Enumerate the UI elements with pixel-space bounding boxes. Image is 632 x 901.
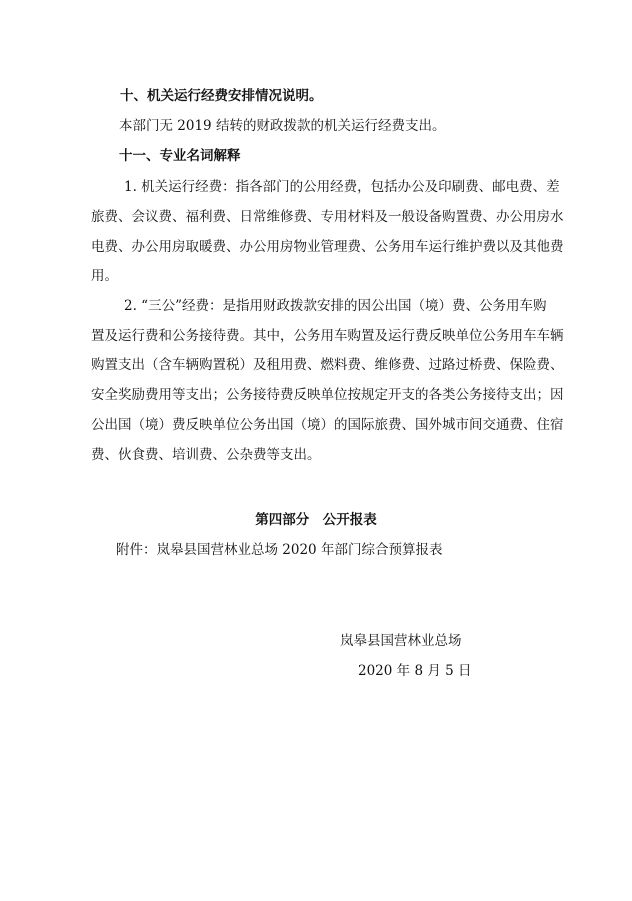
item2-line-3: 购置支出（含车辆购置税）及租用费、燃料费、维修费、过路过桥费、保险费、 <box>91 357 564 373</box>
item1-line-3: 电费、办公用房取暖费、办公用房物业管理费、公务用车运行维护费以及其他费 <box>91 239 564 255</box>
item2-line-4: 安全奖励费用等支出；公务接待费反映单位按规定开支的各类公务接待支出；因 <box>91 387 564 403</box>
item2-line-2: 置及运行费和公务接待费。其中，公务用车购置及运行费反映单位公务用车车辆 <box>91 328 564 344</box>
signature-org: 岚皋县国营林业总场 <box>340 633 462 649</box>
item2-line-1: 2. “三公”经费：是指用财政拨款安排的因公出国（境）费、公务用车购 <box>124 298 547 314</box>
section-10-text: 本部门无 2019 结转的财政拨款的机关运行经费支出。 <box>119 118 446 134</box>
section-11-heading: 十一、专业名词解释 <box>119 148 241 164</box>
item2-line-5: 公出国（境）费反映单位公务出国（境）的国际旅费、国外城市间交通费、住宿 <box>91 417 564 433</box>
attachment-line: 附件：岚皋县国营林业总场 2020 年部门综合预算报表 <box>116 542 443 558</box>
item1-line-4: 用。 <box>91 268 118 284</box>
item2-line-6: 费、伙食费、培训费、公杂费等支出。 <box>91 447 321 463</box>
section-10-heading: 十、机关运行经费安排情况说明。 <box>120 88 323 104</box>
item1-line-1: 1. 机关运行经费：指各部门的公用经费，包括办公及印刷费、邮电费、差 <box>124 179 560 195</box>
signature-date: 2020 年 8 月 5 日 <box>358 663 472 679</box>
part-4-title: 第四部分 公开报表 <box>255 512 377 528</box>
item1-line-2: 旅费、会议费、福利费、日常维修费、专用材料及一般设备购置费、办公用房水 <box>91 209 564 225</box>
